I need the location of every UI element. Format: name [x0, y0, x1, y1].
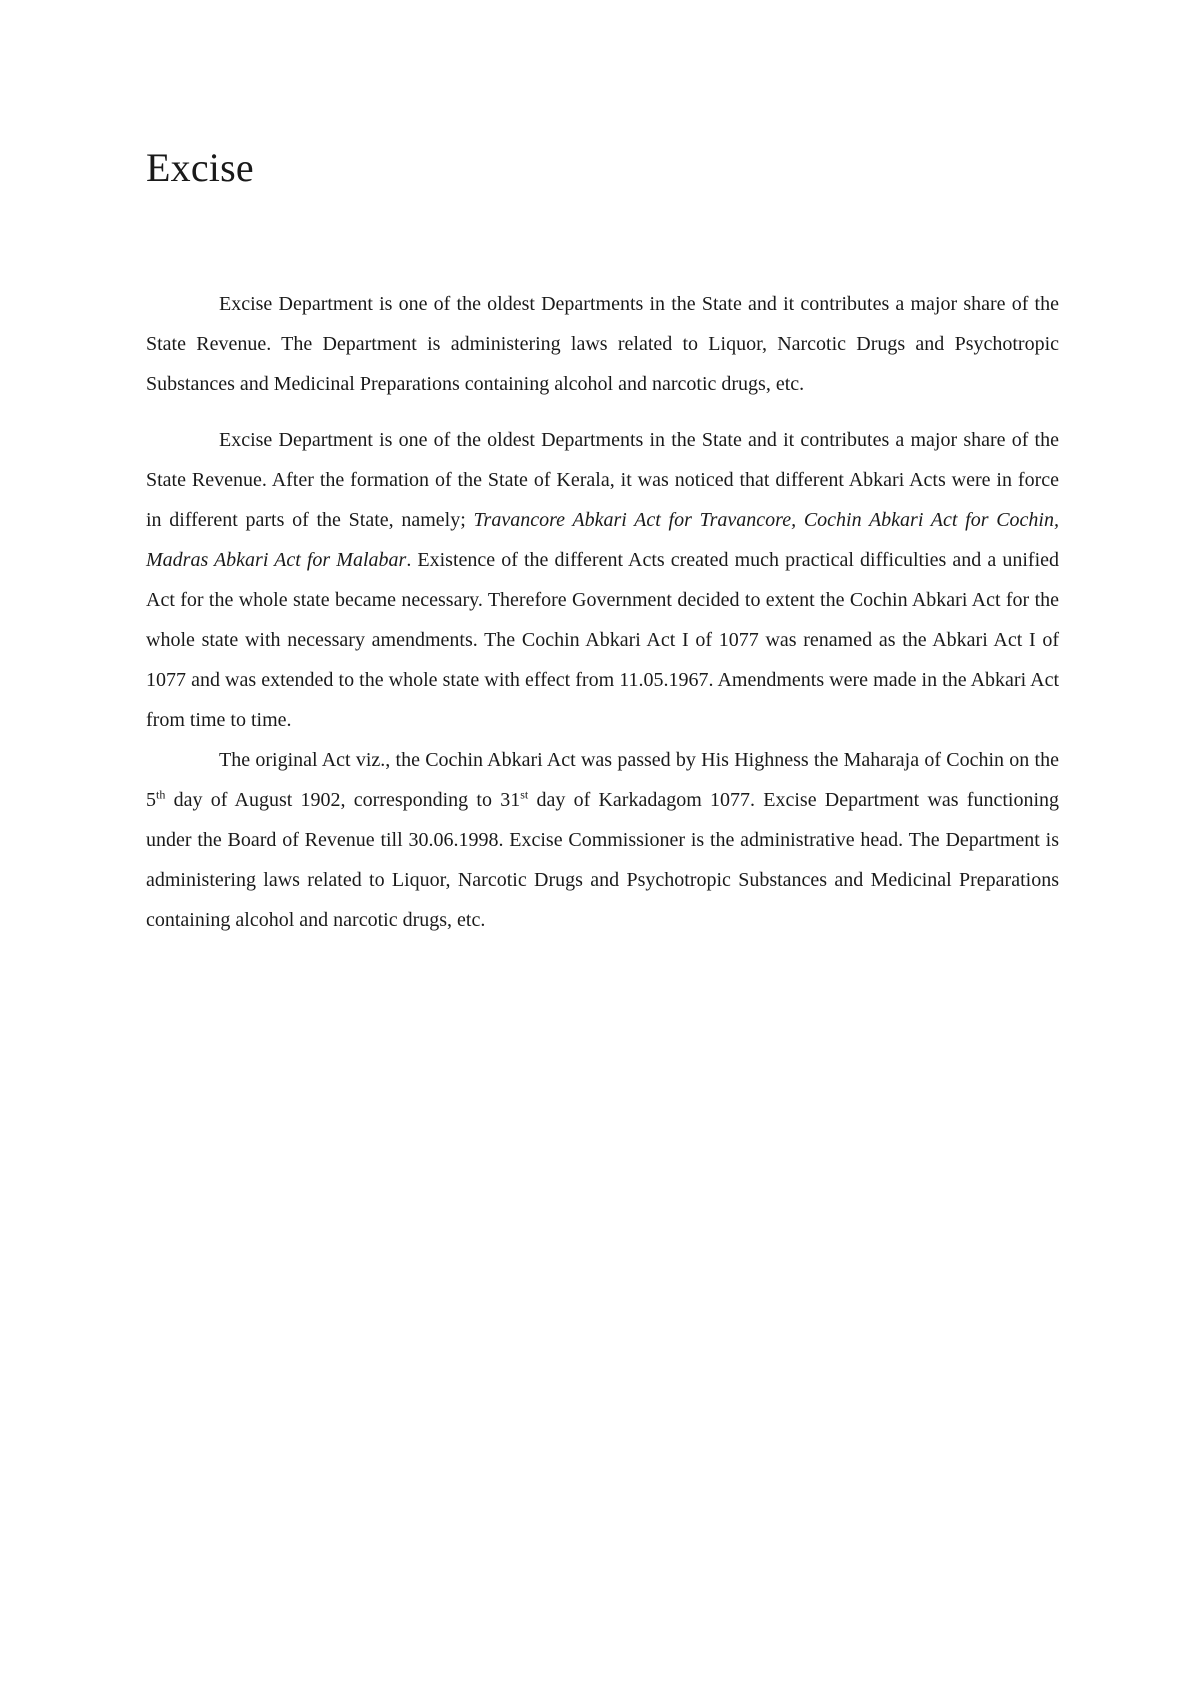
paragraph-3-text-a: The original Act viz., the Cochin Abkari Act was passed by His Highness the Maharaja of Cochin on the 5 [146, 749, 1059, 811]
page-title: Excise [146, 145, 254, 190]
superscript-st: st [520, 787, 529, 802]
paragraph-3-text-b: day of August 1902, corresponding to 31 [165, 789, 521, 811]
paragraph-3-text-c: day of Karkadagom 1077. Excise Department was functioning under the Board of Revenue till 30.06.1998. Excise Commissioner is the administrative head. The Department is administering laws related to Liquor, Narcotic Drugs and Psychotropic Substances and Medicinal Preparations containing alcohol and narcotic drugs, etc. [146, 789, 1060, 931]
paragraph-1 [146, 284, 1059, 404]
paragraph-2-italic-acts: Travancore Abkari Act for Travancore, Cochin Abkari Act for Cochin, Madras Abkari Act for Malabar [146, 509, 1059, 571]
paragraph-2-text-b: . Existence of the different Acts created much practical difficulties and a unified Act for the whole state became necessary. Therefore Government decided to extent the Cochin Abkari Act for the whole state with necessary amendments. The Cochin Abkari Act I of 1077 was renamed as the Abkari Act I of 1077 and was extended to the whole state with effect from 11.05.1967. Amendments were made in the Abkari Act from time to time. [146, 549, 1059, 731]
paragraph-2 [146, 420, 1059, 740]
paragraph-1-text: Excise Department is one of the oldest Departments in the State and it contributes a major share of the State Revenue. The Department is administering laws related to Liquor, Narcotic Drugs and Psychotropic Substances and Medicinal Preparations containing alcohol and narcotic drugs, etc. [146, 293, 1059, 395]
document-body [146, 284, 1059, 940]
paragraph-2-text-a: Excise Department is one of the oldest Departments in the State and it contributes a major share of the State Revenue. After the formation of the State of Kerala, it was noticed that different Abkari Acts were in force in different parts of the State, namely; [146, 429, 1059, 531]
paragraph-3 [146, 740, 1059, 940]
superscript-th: th [156, 787, 166, 802]
